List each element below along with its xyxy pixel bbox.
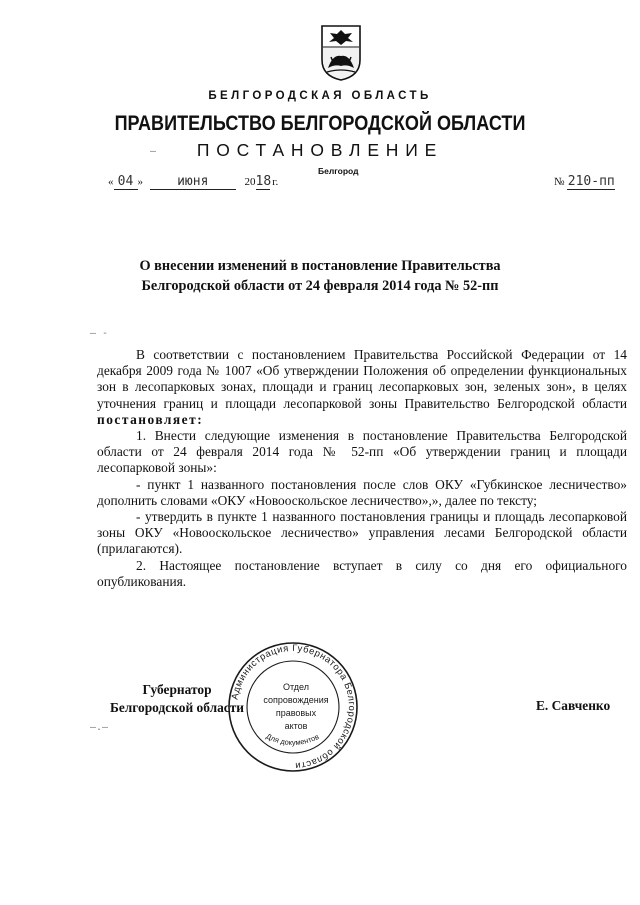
coat-of-arms-icon [319, 24, 363, 82]
position-line-2: Белгородской области [109, 699, 245, 715]
svg-text:Для документов [265, 732, 321, 747]
date-year-unit: г. [272, 176, 279, 188]
item-2: 2. Настоящее постановление вступает в силу со дня его официального опубликования. [97, 557, 627, 589]
official-stamp [226, 640, 360, 774]
scan-mark: – [150, 146, 157, 157]
city-name: Белгород [318, 166, 359, 176]
title-line-1: О внесении изменений в постановление Правительства [139, 258, 501, 274]
government-name: ПРАВИТЕЛЬСТВО БЕЛГОРОДСКОЙ ОБЛАСТИ [114, 112, 526, 135]
stamp-center-line-2: сопровождения [263, 695, 329, 705]
item-1b: - утвердить в пункте 1 названного постановления границы и площадь лесопарковой зоны ОКУ «Новооскольское лесничество» управления лесами Белгородской области (прилагаются). [97, 509, 627, 557]
document-title [0, 257, 640, 296]
scan-mark: – - [90, 328, 109, 339]
stamp-ring-bottom: Для документов [264, 731, 321, 748]
document-body [97, 347, 627, 590]
date-month: июня [177, 174, 209, 189]
document-type: ПОСТАНОВЛЕНИЕ [196, 140, 444, 160]
item-1a: - пункт 1 названного постановления после слов ОКУ «Губкинское лесничество» дополнить словами «ОКУ «Новооскольское лесничество»,», далее по тексту; [97, 476, 627, 508]
date-day: 04 [117, 174, 134, 189]
number-value: 210-пп [567, 174, 615, 189]
date-year-suffix: 18 [255, 174, 272, 189]
region-name: БЕЛГОРОДСКАЯ ОБЛАСТЬ [208, 90, 432, 102]
stamp-ring-text: Администрация Губернатора Белгородской области [228, 641, 359, 773]
date-field: « 04 » июня 2018 г. [108, 174, 279, 189]
item-1: 1. Внести следующие изменения в постановление Правительства Белгородской области от 24 февраля 2014 года № 52-пп «Об утверждении границ и площади лесопарковой зоны»: [97, 428, 627, 476]
preamble-paragraph [97, 347, 627, 428]
stamp-center-line-3: правовых [275, 708, 317, 718]
preamble-text: В соответствии с постановлением Правительства Российской Федерации от 14 декабря 2009 года № 1007 «Об утверждении Положения об определении функциональных зон в лесопарковых зонах, площади и границ лесопарковых зон, зеленых зон», в целях уточнения границ и площади лесопарковой зоны Правительство Белгородской области [97, 347, 627, 411]
signatory-name: Е. Савченко [536, 698, 611, 713]
date-year-prefix: 20 [244, 176, 256, 188]
number-prefix: № [554, 176, 565, 188]
stamp-center-line-1: Отдел [282, 682, 310, 692]
resolves-word: постановляет: [97, 411, 204, 427]
document-number [554, 174, 615, 190]
stamp-center-line-4: актов [284, 721, 308, 731]
scan-mark: –.– [90, 722, 109, 733]
title-line-2: Белгородской области от 24 февраля 2014 года № 52-пп [141, 277, 499, 294]
position-line-1: Губернатор [142, 682, 212, 697]
